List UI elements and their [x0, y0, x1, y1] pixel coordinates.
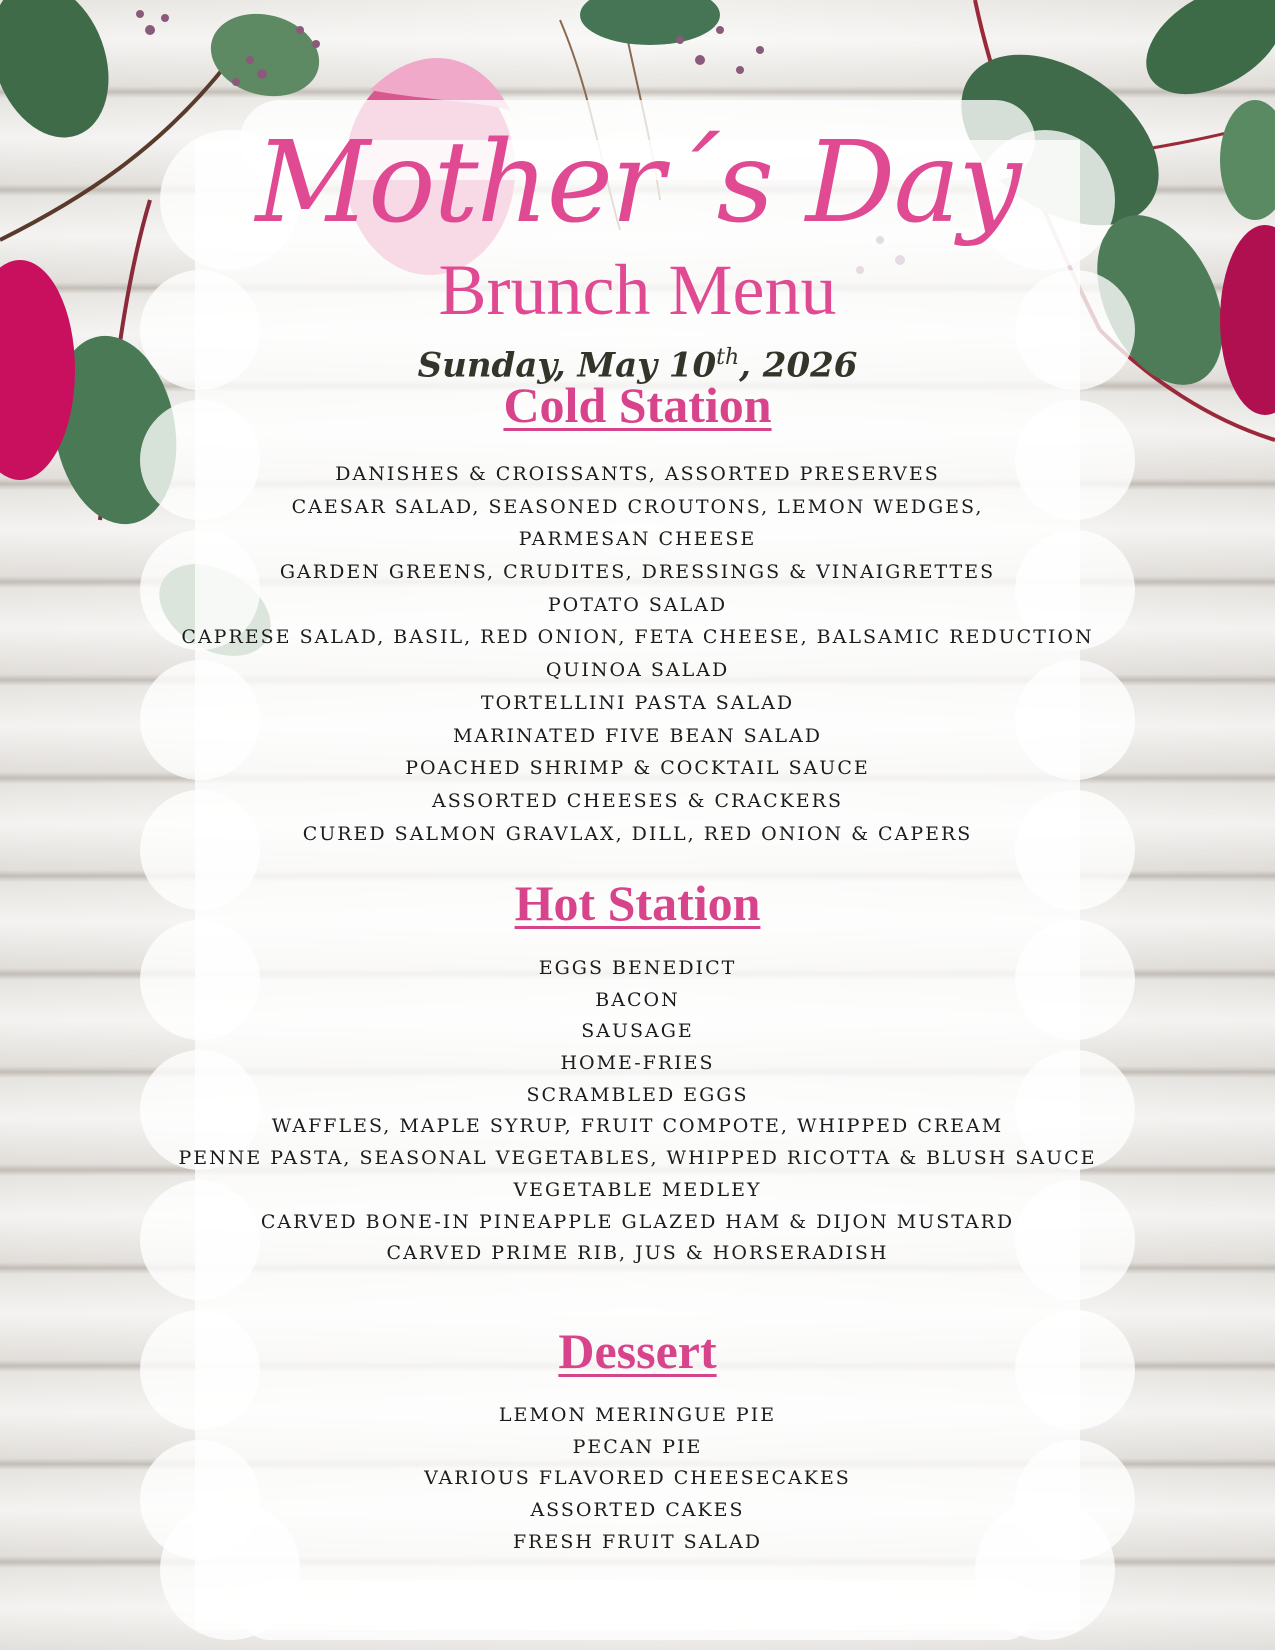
page-title: Brunch Menu: [438, 250, 837, 330]
date-year: , 2026: [739, 345, 858, 386]
list-item: FRESH FRUIT SALAD: [512, 1530, 762, 1553]
list-item: ASSORTED CHEESES & CRACKERS: [431, 789, 843, 812]
list-item: TORTELLINI PASTA SALAD: [480, 691, 795, 714]
menu-content: [150, 110, 1125, 1630]
list-item: MARINATED FIVE BEAN SALAD: [453, 724, 822, 747]
list-item: CURED SALMON GRAVLAX, DILL, RED ONION & CAPERS: [302, 822, 973, 845]
list-item: DANISHES & CROISSANTS, ASSORTED PRESERVES: [335, 463, 940, 485]
list-item: LEMON MERINGUE PIE: [498, 1404, 777, 1426]
list-item: GARDEN GREENS, CRUDITES, DRESSINGS & VINAIGRETTES: [279, 561, 996, 584]
list-item: PENNE PASTA, SEASONAL VEGETABLES, WHIPPED RICOTTA & BLUSH SAUCE: [178, 1147, 1097, 1170]
cold-station-title: Cold Station: [503, 377, 772, 433]
list-item: CAESAR SALAD, SEASONED CROUTONS, LEMON WEDGES, PARMESAN CHEESE: [291, 495, 984, 551]
hot-station-list: [150, 953, 1125, 1270]
script-title: Mother´s Day: [255, 118, 1020, 248]
date-main: Sunday, May 10: [417, 345, 717, 386]
cold-station-list: [150, 458, 1125, 850]
list-item: ASSORTED CAKES: [530, 1499, 745, 1522]
date-ordinal: th: [716, 345, 740, 370]
list-item: SAUSAGE: [581, 1020, 694, 1043]
list-item: VEGETABLE MEDLEY: [513, 1178, 762, 1201]
list-item: CAPRESE SALAD, BASIL, RED ONION, FETA CHEESE, BALSAMIC REDUCTION: [181, 626, 1094, 649]
list-item: PECAN PIE: [572, 1435, 703, 1458]
list-item: HOME-FRIES: [560, 1052, 715, 1075]
list-item: VARIOUS FLAVORED CHEESECAKES: [424, 1467, 851, 1490]
list-item: POTATO SALAD: [547, 593, 728, 616]
list-item: CARVED PRIME RIB, JUS & HORSERADISH: [386, 1242, 889, 1265]
list-item: WAFFLES, MAPLE SYRUP, FRUIT COMPOTE, WHIPPED CREAM: [271, 1115, 1004, 1138]
list-item: EGGS BENEDICT: [538, 957, 737, 979]
list-item: BACON: [595, 988, 680, 1011]
hot-station-title: Hot Station: [514, 875, 761, 931]
list-item: CARVED BONE-IN PINEAPPLE GLAZED HAM & DIJON MUSTARD: [260, 1210, 1015, 1233]
list-item: POACHED SHRIMP & COCKTAIL SAUCE: [405, 757, 870, 780]
list-item: SCRAMBLED EGGS: [526, 1083, 749, 1106]
dessert-list: [150, 1400, 1125, 1558]
list-item: QUINOA SALAD: [545, 659, 730, 682]
dessert-title: Dessert: [558, 1323, 717, 1379]
